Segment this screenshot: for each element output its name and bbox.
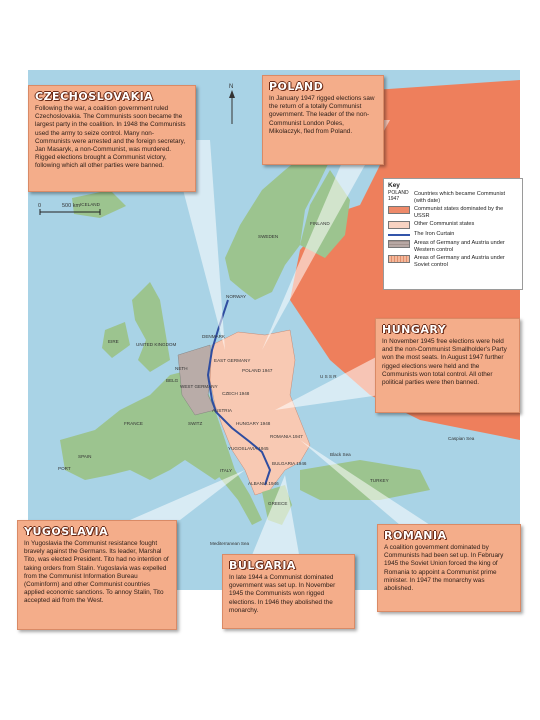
scale-distance: 500 km xyxy=(62,203,81,209)
poland-text: In January 1947 rigged elections saw the return of a totally Communist government. The leader of the non-Communist London Poles, Mikolaczyk, fled from Poland. xyxy=(269,95,375,135)
label-yugoslavia-map: YUGOSLAVIA 1945 xyxy=(228,446,269,451)
czechoslovakia-text: Following the war, a coalition government ruled Czechoslovakia. The Communists soon became the largest party in the coalition. In 1948 the Communists used the army to seize control. Many non-Communists were arrested and the foreign secretary, Jan Masaryk, a non-Communist, was murdered. Rigged elections brought a Communist victory, following which all other parties were banned. xyxy=(35,105,186,170)
label-sweden: SWEDEN xyxy=(258,234,279,239)
key-item xyxy=(388,206,518,219)
key-label: The Iron Curtain xyxy=(414,231,455,238)
key-label: Areas of Germany and Austria under Soviet control xyxy=(414,255,505,268)
key-swatch xyxy=(388,221,410,229)
key-swatch-line xyxy=(388,234,410,236)
yugoslavia-title: YUGOSLAVIA xyxy=(24,525,109,538)
key-item xyxy=(388,240,518,253)
north-label: N xyxy=(229,84,234,90)
label-greece: GREECE xyxy=(268,501,288,506)
hungary-text: In November 1945 free elections were held and the non-Communist Smallholder's Party won the most seats. In August 1947 further rigged elections were held and the Communists won total control. All other political parties were then banned. xyxy=(382,338,507,387)
hungary-box xyxy=(375,318,520,413)
map-key xyxy=(383,178,523,290)
label-med-sea: Mediterranean Sea xyxy=(210,541,250,546)
label-portugal: PORT xyxy=(58,466,71,471)
label-black-sea: Black Sea xyxy=(330,452,351,457)
label-belgium: BELG xyxy=(166,378,179,383)
label-uk: UNITED KINGDOM xyxy=(136,342,177,347)
key-title: Key xyxy=(388,182,400,189)
label-finland: FINLAND xyxy=(310,221,330,226)
key-label: Countries which became Communist (with date) xyxy=(414,191,506,204)
label-romania-map: ROMANIA 1947 xyxy=(270,434,303,439)
label-poland-map: POLAND 1947 xyxy=(242,368,273,373)
key-swatch xyxy=(388,206,410,214)
czechoslovakia-title: CZECHOSLOVAKIA xyxy=(35,90,154,103)
label-bulgaria-map: BULGARIA 1946 xyxy=(272,461,307,466)
label-west-germany: WEST GERMANY xyxy=(180,384,218,389)
yugoslavia-box xyxy=(17,520,177,630)
label-austria: AUSTRIA xyxy=(212,408,232,413)
bulgaria-title: BULGARIA xyxy=(229,559,296,572)
yugoslavia-text: In Yugoslavia the Communist resistance fought bravely against the Germans. Its leader, Marshal Tito, was elected President. Tito had no intention of taking orders from Stalin. Yugoslavia was expelled from the Communist Information Bureau (Cominform) and other Communist countries applied economic sanctions. To annoy Stalin, Tito accepted aid from the West. xyxy=(24,540,169,605)
key-item xyxy=(388,255,518,268)
label-norway: NORWAY xyxy=(226,294,247,299)
key-swatch xyxy=(388,255,410,263)
key-item xyxy=(388,231,518,238)
poland-title: POLAND xyxy=(269,80,324,93)
label-ireland: EIRE xyxy=(108,339,119,344)
bulgaria-text: In late 1944 a Communist dominated government was set up. In November 1945 the Communists won rigged elections. In 1946 they abolished the monarchy. xyxy=(229,574,336,614)
poland-box xyxy=(262,75,384,165)
label-netherlands: NETH xyxy=(175,366,188,371)
romania-box xyxy=(377,524,521,612)
key-item xyxy=(388,191,518,204)
label-iceland: ICELAND xyxy=(80,202,100,207)
key-label: Communist states dominated by the USSR xyxy=(414,206,504,219)
key-item xyxy=(388,221,518,229)
romania-title: ROMANIA xyxy=(384,529,447,542)
label-turkey: TURKEY xyxy=(370,478,389,483)
label-ussr: U S S R xyxy=(320,374,337,379)
key-label: Areas of Germany and Austria under Western control xyxy=(414,239,505,253)
key-sample-text: POLAND 1947 xyxy=(388,190,409,202)
label-switzerland: SWITZ xyxy=(188,421,203,426)
label-italy: ITALY xyxy=(220,468,233,473)
label-hungary-map: HUNGARY 1948 xyxy=(236,421,271,426)
label-east-germany: EAST GERMANY xyxy=(214,358,251,363)
hungary-title: HUNGARY xyxy=(382,323,447,336)
label-spain: SPAIN xyxy=(78,454,92,459)
label-czech-map: CZECH 1948 xyxy=(222,391,250,396)
bulgaria-box xyxy=(222,554,355,629)
czechoslovakia-box xyxy=(28,85,196,192)
label-albania-map: ALBANIA 1946 xyxy=(248,481,279,486)
key-label: Other Communist states xyxy=(414,221,475,228)
key-swatch xyxy=(388,240,410,248)
label-caspian: Caspian Sea xyxy=(448,436,475,441)
label-france: FRANCE xyxy=(124,421,143,426)
romania-text: A coalition government dominated by Communists had been set up. In February 1945 the Soviet Union forced the king of Romania to appoint a Communist prime minister. In 1947 the monarchy was abolished. xyxy=(384,544,504,593)
label-denmark: DENMARK xyxy=(202,334,225,339)
scale-zero: 0 xyxy=(38,203,42,209)
